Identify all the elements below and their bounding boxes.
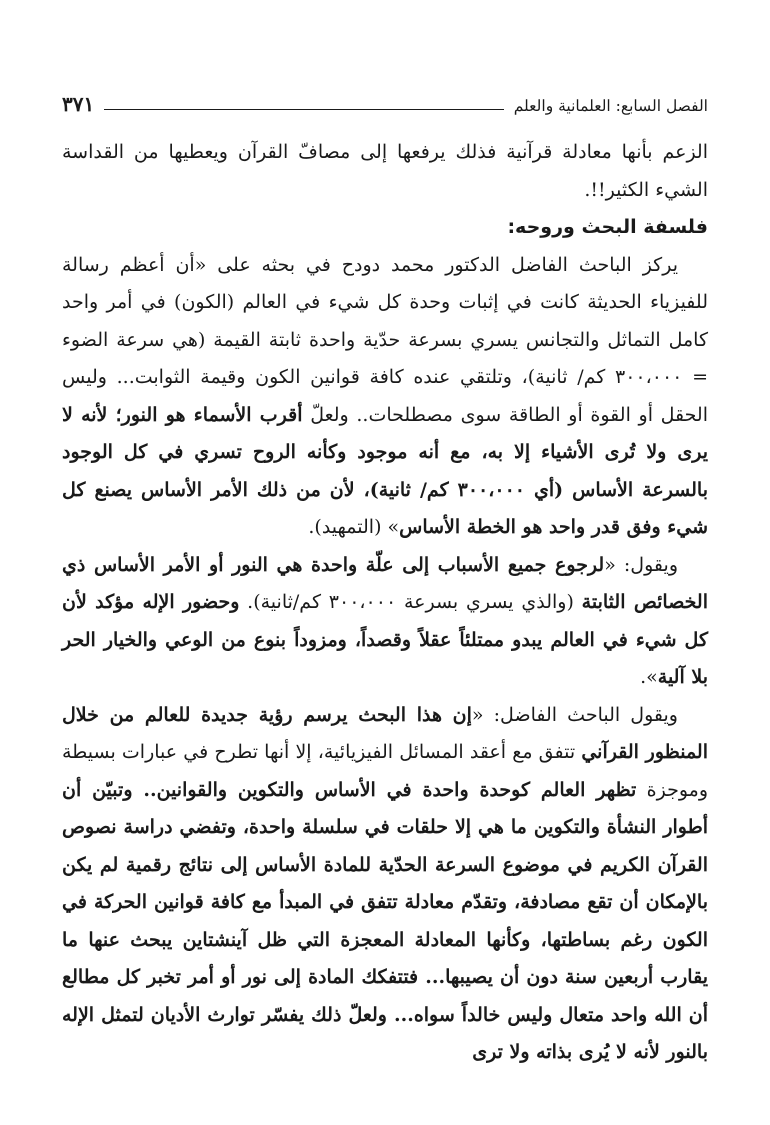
paragraph-continuation [62,134,708,209]
paragraph-text: ويقول: « [604,553,678,576]
bold-quote: إن هذا البحث يرسم رؤية جديدة للعالم من خلال المنظور القرآني [62,703,708,763]
bold-quote: تظهر العالم كوحدة واحدة في الأساس والتكوين والقوانين.. وتبيّن أن أطوار النشأة والتكوين ما هي إلا حلقات في سلسلة واحدة، وتفضي دراسة نصوص القرآن الكريم في موضوع السرعة الحدّية للمادة الأساس إلى نتائج رقمية لم يكن بالإمكان أن تقع مصادفة، وتقدّم معادلة تتفق في المبدأ مع كافة قوانين الحركة في الكون رغم بساطتها، وكأنها المعادلة المعجزة التي ظل آينشتاين يبحث عنها ما يقارب أربعين سنة دون أن يصيبها... فتتفكك المادة إلى نور أو أمر تخبر كل مطالع أن الله واحد متعال وليس خالداً سواه... ولعلّ ذلك يفسّر توارث الأديان لتمثل الإله بالنور لأنه لا يُرى بذاته ولا ترى [62,778,708,1063]
bold-quote: وحضور الإله مؤكد لأن كل شيء في العالم يبدو ممتلئاً عقلاً وقصداً، ومزوداً بنوع من الوعي والخيار الحر بلا آلية [62,591,708,688]
paragraph-text: (والذي يسري بسرعة ٣٠٠،٠٠٠ كم/ثانية). [239,591,582,613]
bold-quote: أقرب الأسماء هو النور؛ لأنه لا يرى ولا تُرى الأشياء إلا به، مع أنه موجود وكأنه الروح تسري في كل الوجود بالسرعة الأساس (أي ٣٠٠،٠٠٠ كم/ ثانية)، لأن من ذلك الأمر الأساس يصنع كل شيء وفق قدر واحد هو الخطة الأساس [62,403,708,538]
header-rule [104,109,504,110]
paragraph-new-vision [62,697,708,1072]
page-body [62,134,708,1072]
running-header [62,84,708,114]
paragraph-text: يركز الباحث الفاضل الدكتور محمد دودح في بحثه على «أن أعظم رسالة للفيزياء الحديثة كانت في إثبات وحدة كل شيء في العالم (الكون) في أمر واحد كامل التماثل والتجانس يسري بسرعة حدّية واحدة ثابتة القيمة (هي سرعة الضوء = ٣٠٠،٠٠٠ كم/ ثانية)، وتلتقي عنده كافة قوانين الكون وقيمة الثوابت... وليس الحقل أو القوة أو الطاقة سوى مصطلحات.. ولعلّ [62,253,708,426]
paragraph-text: » (التمهيد). [308,516,400,538]
paragraph-text: ويقول الباحث الفاضل: « [471,703,678,726]
paragraph-text: تتفق مع أعقد المسائل الفيزيائية، إلا أنها تطرح في عبارات بسيطة وموجزة [62,741,709,801]
section-heading: فلسفة البحث وروحه: [507,216,708,238]
bold-quote: لرجوع جميع الأسباب إلى علّة واحدة هي النور أو الأمر الأساس ذي الخصائص الثابتة [62,553,708,613]
chapter-title: الفصل السابع: العلمانية والعلم [513,96,708,115]
page-number: ٣٧١ [62,92,95,116]
paragraph-text: الزعم بأنها معادلة قرآنية فذلك يرفعها إلى مصافّ القرآن ويعطيها من القداسة الشيء الكثير!!. [62,141,708,201]
paragraph-research-focus [62,247,708,547]
paragraph-text: ». [640,666,658,688]
paragraph-single-cause [62,547,708,697]
